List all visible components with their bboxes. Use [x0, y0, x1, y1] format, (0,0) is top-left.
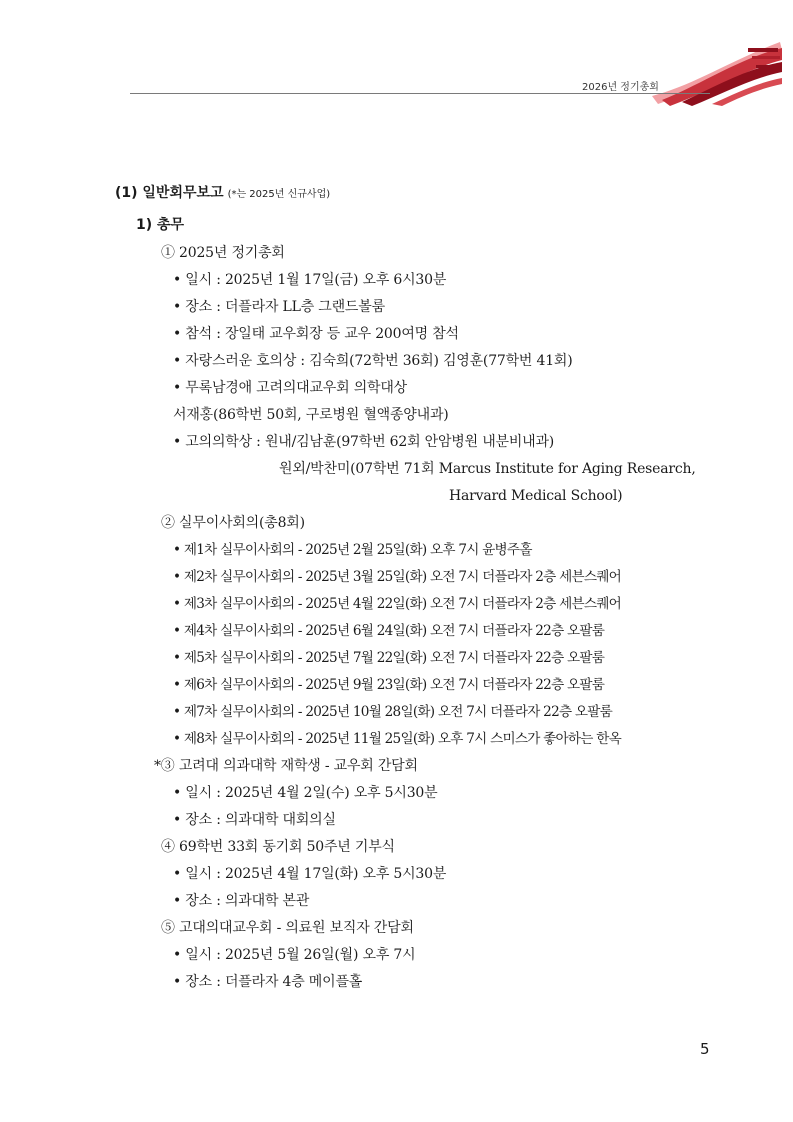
list-item: • 장소 : 의과대학 본관	[173, 893, 310, 909]
list-item: • 제2차 실무이사회의 - 2025년 3월 25일(화) 오전 7시 더플라자 2층 세븐스퀘어	[173, 569, 622, 585]
header-swoosh-graphic	[652, 38, 782, 108]
header-rule	[130, 93, 710, 94]
list-item: • 일시 : 2025년 4월 17일(화) 오후 5시30분	[173, 866, 447, 882]
list-item-continuation: Harvard Medical School)	[449, 488, 623, 504]
section-title: (1) 일반회무보고	[115, 185, 224, 201]
item-heading: ② 실무이사회의(총8회)	[161, 515, 305, 531]
list-item: • 일시 : 2025년 5월 26일(월) 오후 7시	[173, 947, 416, 963]
list-item-continuation: 서재홍(86학번 50회, 구로병원 혈액종양내과)	[173, 407, 449, 423]
list-item: • 제5차 실무이사회의 - 2025년 7월 22일(화) 오전 7시 더플라자 22층 오팔룸	[173, 650, 605, 666]
item-heading: *③ 고려대 의과대학 재학생 - 교우회 간담회	[154, 758, 418, 774]
section-heading	[115, 176, 715, 210]
list-item: • 제1차 실무이사회의 - 2025년 2월 25일(화) 오후 7시 윤병주홀	[173, 542, 532, 558]
subsection-title: 1) 총무	[136, 217, 185, 233]
list-item: • 장소 : 더플라자 LL층 그랜드볼룸	[173, 299, 385, 315]
list-item-continuation: 원외/박찬미(07학번 71회 Marcus Institute for Aging Research,	[279, 461, 696, 477]
list-item: • 일시 : 2025년 1월 17일(금) 오후 6시30분	[173, 272, 447, 288]
item-heading: ① 2025년 정기총회	[161, 245, 285, 261]
list-item: • 일시 : 2025년 4월 2일(수) 오후 5시30분	[173, 785, 438, 801]
list-item: • 제4차 실무이사회의 - 2025년 6월 24일(화) 오전 7시 더플라자 22층 오팔룸	[173, 623, 605, 639]
item-heading: ⑤ 고대의대교우회 - 의료원 보직자 간담회	[161, 920, 414, 936]
list-item: • 제7차 실무이사회의 - 2025년 10월 28일(화) 오전 7시 더플라자 22층 오팔룸	[173, 704, 613, 720]
item-heading: ④ 69학번 33회 동기회 50주년 기부식	[161, 839, 395, 855]
list-item: • 제6차 실무이사회의 - 2025년 9월 23일(화) 오전 7시 더플라자 22층 오팔룸	[173, 677, 605, 693]
list-item: • 참석 : 장일태 교우회장 등 교우 200여명 참석	[173, 326, 459, 342]
document-body	[115, 176, 715, 996]
list-item: • 자랑스러운 호의상 : 김숙희(72학번 36회) 김영훈(77학번 41회)	[173, 353, 573, 369]
list-item: • 장소 : 의과대학 대회의실	[173, 812, 336, 828]
section-note: (*는 2025년 신규사업)	[227, 189, 331, 200]
list-item: • 장소 : 더플라자 4층 메이플홀	[173, 974, 363, 990]
list-item: • 제3차 실무이사회의 - 2025년 4월 22일(화) 오전 7시 더플라자 2층 세븐스퀘어	[173, 596, 622, 612]
list-item: • 고의의학상 : 원내/김남훈(97학번 62회 안암병원 내분비내과)	[173, 434, 555, 450]
list-item: • 제8차 실무이사회의 - 2025년 11월 25일(화) 오후 7시 스미스가 좋아하는 한옥	[173, 731, 622, 747]
header-label: 2026년 정기총회	[582, 82, 659, 93]
page-number: 5	[700, 1040, 710, 1058]
list-item: • 무록남경애 고려의대교우회 의학대상	[173, 380, 407, 396]
